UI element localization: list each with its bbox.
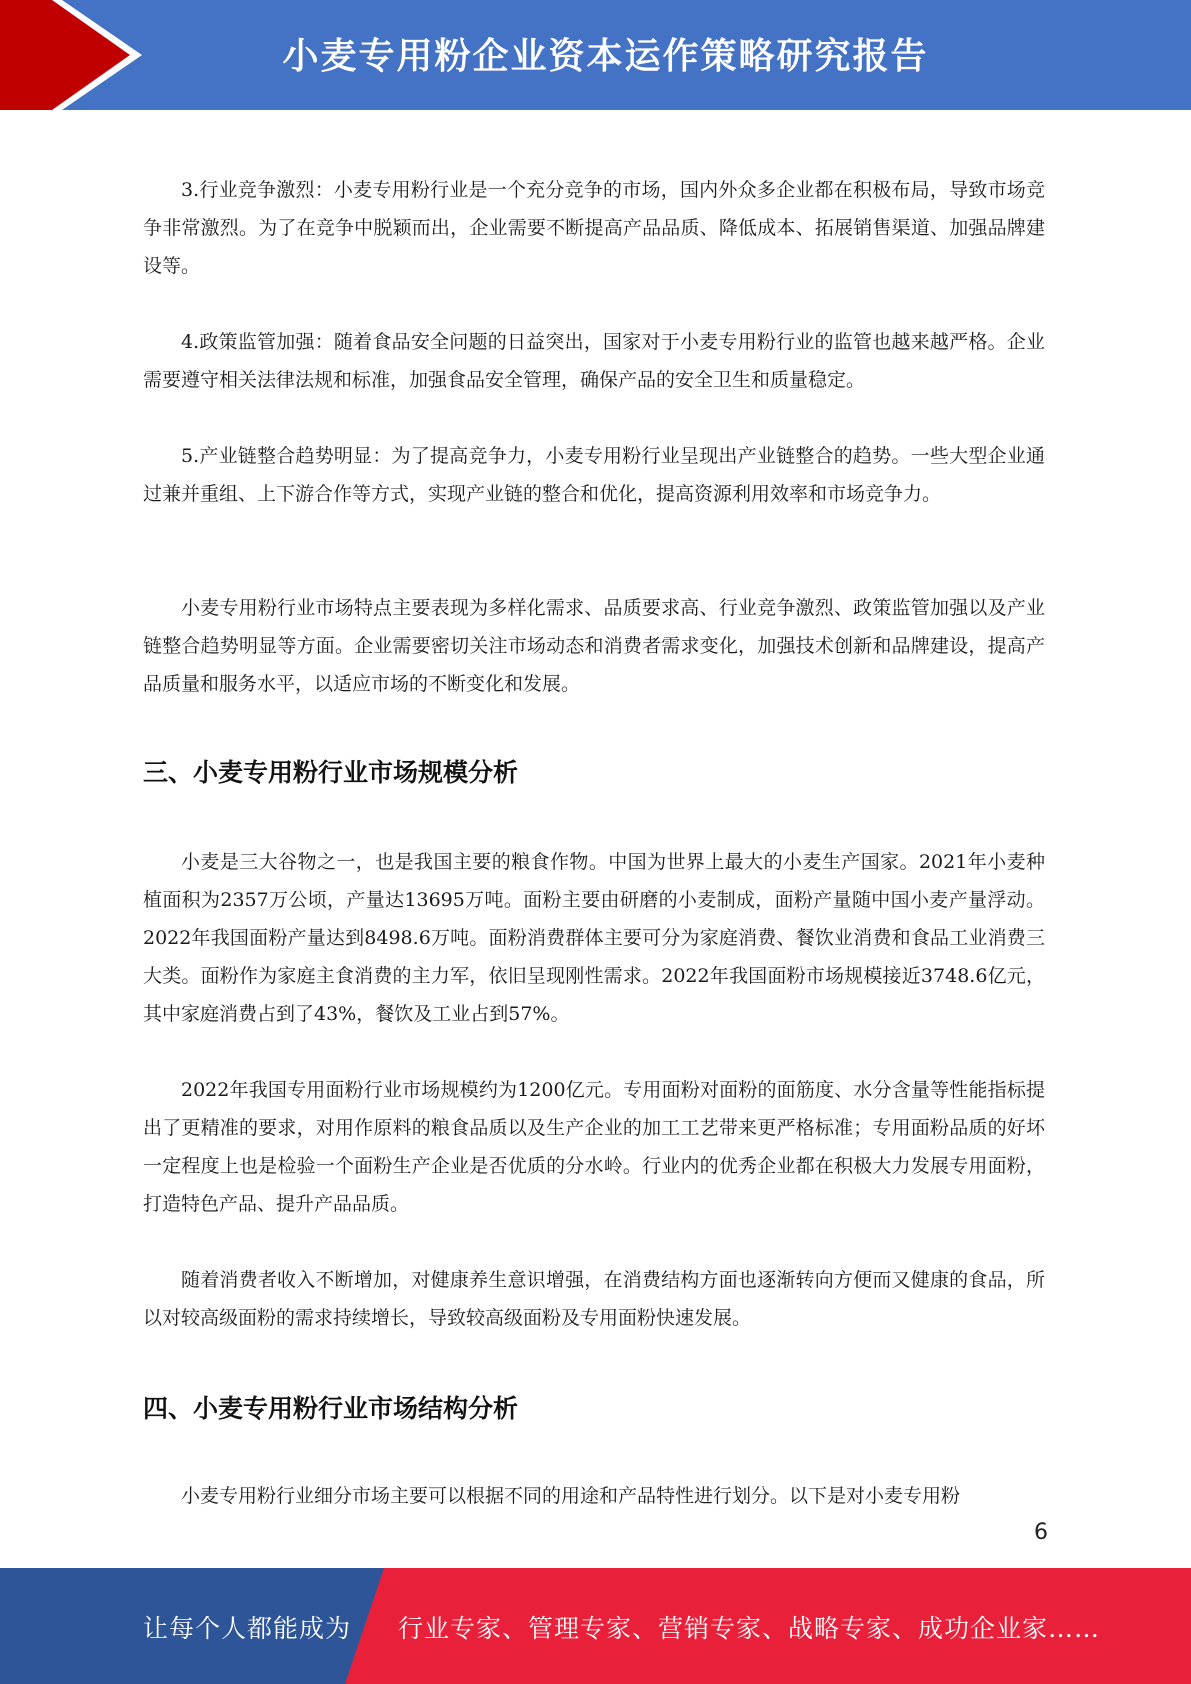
- report-title: 小麦专用粉企业资本运作策略研究报告: [282, 36, 929, 77]
- footer-slogan-right: 行业专家、管理专家、营销专家、战略专家、成功企业家……: [398, 1614, 1101, 1643]
- paragraph-competition: 3.行业竞争激烈：小麦专用粉行业是一个充分竞争的市场，国内外众多企业都在积极布局，导致市场竞争非常激烈。为了在竞争中脱颖而出，企业需要不断提高产品品质、降低成本、拓展销售渠道、加强品牌建设等。: [143, 179, 1045, 277]
- paragraph-consumer-trend: 随着消费者收入不断增加，对健康养生意识增强，在消费结构方面也逐渐转向方便而又健康的食品，所以对较高级面粉的需求持续增长，导致较高级面粉及专用面粉快速发展。: [143, 1269, 1045, 1329]
- paragraph-market-summary: 小麦专用粉行业市场特点主要表现为多样化需求、品质要求高、行业竞争激烈、政策监管加强以及产业链整合趋势明显等方面。企业需要密切关注市场动态和消费者需求变化，加强技术创新和品牌建设，提高产品质量和服务水平，以适应市场的不断变化和发展。: [143, 597, 1045, 695]
- footer-banner: [0, 1568, 1191, 1684]
- footer-slogan-left: 让每个人都能成为: [143, 1614, 352, 1643]
- paragraph-regulation: 4.政策监管加强：随着食品安全问题的日益突出，国家对于小麦专用粉行业的监管也越来越严格。企业需要遵守相关法律法规和标准，加强食品安全管理，确保产品的安全卫生和质量稳定。: [143, 331, 1045, 391]
- section-heading-market-structure: 四、小麦专用粉行业市场结构分析: [143, 1394, 519, 1423]
- paragraph-industry-chain: 5.产业链整合趋势明显：为了提高竞争力，小麦专用粉行业呈现出产业链整合的趋势。一些大型企业通过兼并重组、上下游合作等方式，实现产业链的整合和优化，提高资源利用效率和市场竞争力。: [143, 445, 1045, 505]
- paragraph-segmentation: 小麦专用粉行业细分市场主要可以根据不同的用途和产品特性进行划分。以下是对小麦专用粉: [181, 1485, 961, 1507]
- paragraph-wheat-production: 小麦是三大谷物之一，也是我国主要的粮食作物。中国为世界上最大的小麦生产国家。2021年小麦种植面积为2357万公顷，产量达13695万吨。面粉主要由研磨的小麦制成，面粉产量随中国小麦产量浮动。2022年我国面粉产量达到8498.6万吨。面粉消费群体主要可分为家庭消费、餐饮业消费和食品工业消费三大类。面粉作为家庭主食消费的主力军，依旧呈现刚性需求。2022年我国面粉市场规模接近3748.6亿元，其中家庭消费占到了43%，餐饮及工业占到57%。: [143, 851, 1045, 1025]
- page-number: 6: [1034, 1520, 1048, 1545]
- section-heading-market-size: 三、小麦专用粉行业市场规模分析: [143, 758, 519, 787]
- paragraph-special-flour-scale: 2022年我国专用面粉行业市场规模约为1200亿元。专用面粉对面粉的面筋度、水分含量等性能指标提出了更精准的要求，对用作原料的粮食品质以及生产企业的加工工艺带来更严格标准；专用面粉品质的好坏一定程度上也是检验一个面粉生产企业是否优质的分水岭。行业内的优秀企业都在积极大力发展专用面粉，打造特色产品、提升产品品质。: [143, 1079, 1045, 1215]
- header-banner: [0, 0, 1191, 110]
